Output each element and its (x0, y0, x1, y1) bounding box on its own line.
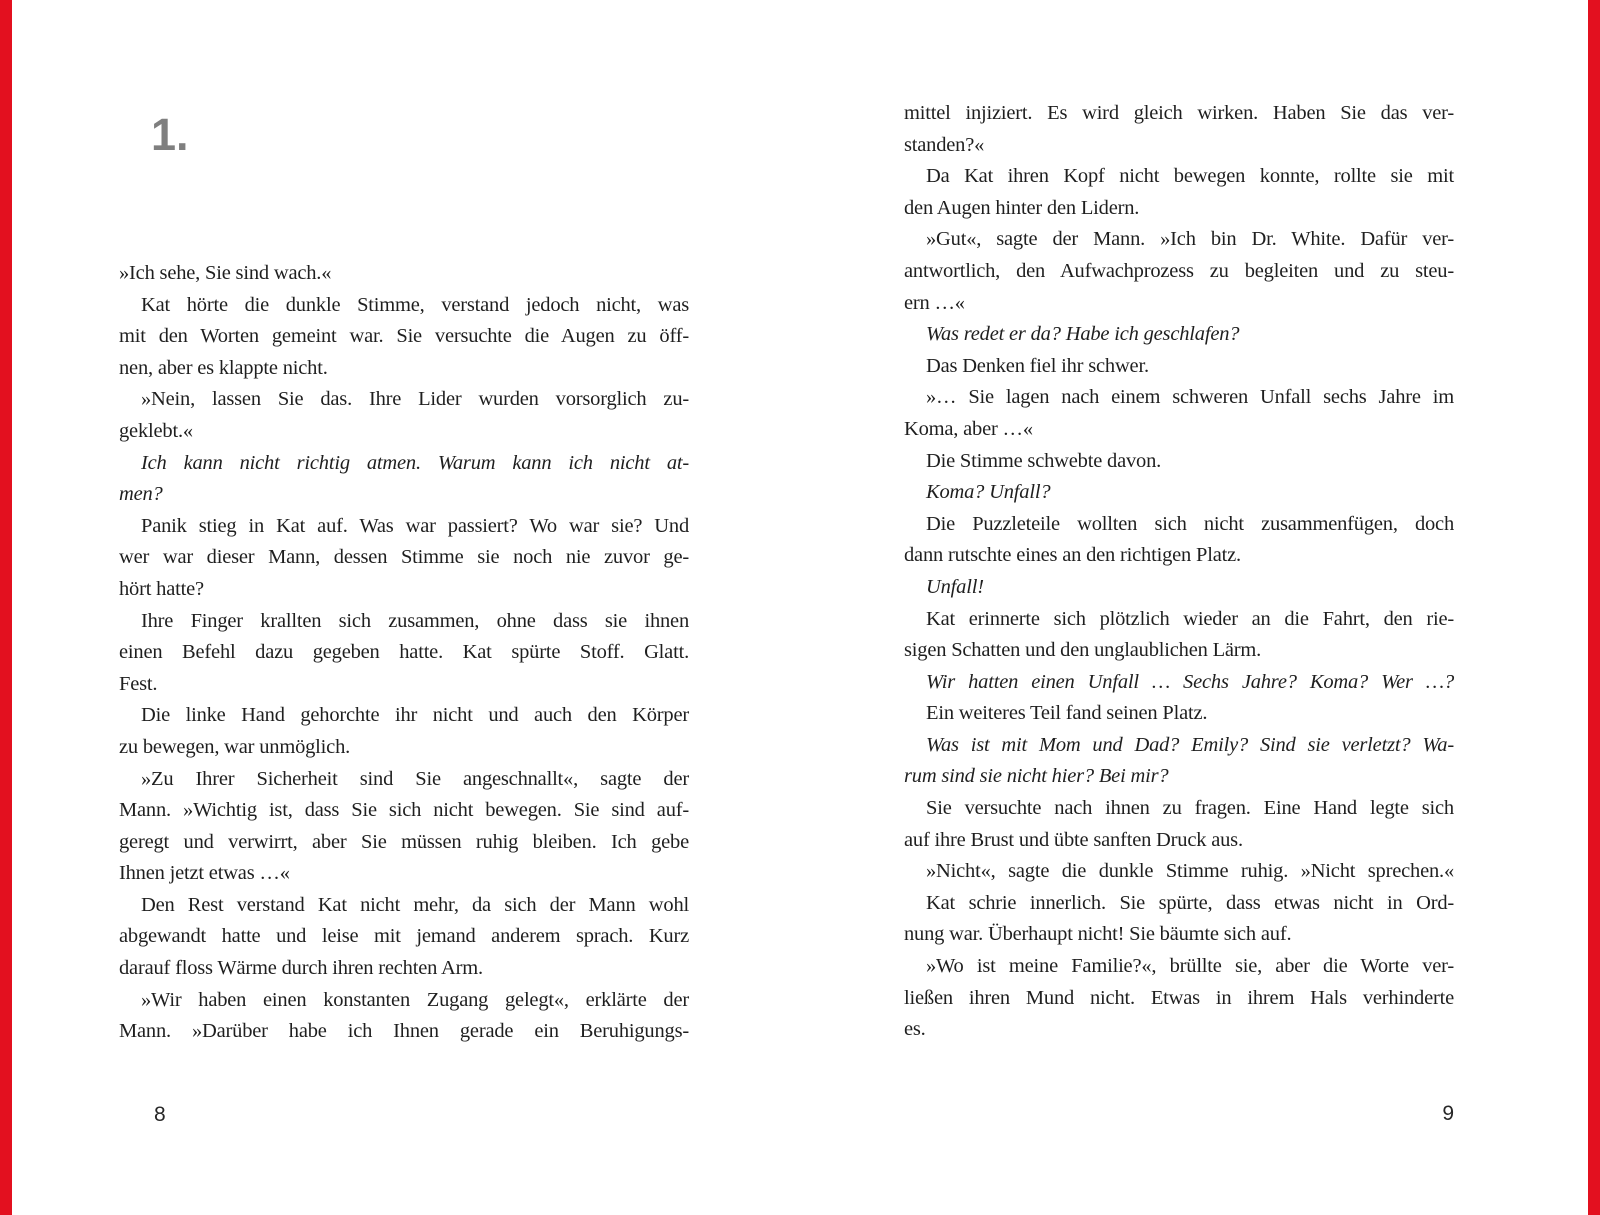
text-line: »Ich sehe, Sie sind wach.« (119, 262, 332, 284)
text-line: standen?« (904, 133, 985, 156)
text-line: sigen Schatten und den unglaublichen Lärm. (904, 639, 1262, 662)
text-line: geklebt.« (119, 419, 193, 442)
text-line: Die linke Hand gehorchte ihr nicht und auch den Körper (141, 704, 689, 727)
text-line: dann rutschte eines an den richtigen Platz. (904, 544, 1241, 567)
text-line: Die Puzzleteile wollten sich nicht zusammenfügen, doch (926, 512, 1454, 535)
text-line: »Gut«, sagte der Mann. »Ich bin Dr. White. Dafür ver- (926, 228, 1454, 251)
text-line: »Nicht«, sagte die dunkle Stimme ruhig. »Nicht sprechen.« (926, 860, 1454, 883)
text-line: Ich kann nicht richtig atmen. Warum kann ich nicht at- (141, 451, 689, 474)
text-line: Ihnen jetzt etwas …« (119, 862, 290, 885)
text-line: Was redet er da? Habe ich geschlafen? (926, 323, 1240, 346)
text-line: Panik stieg in Kat auf. Was war passiert? Wo war sie? Und (141, 514, 689, 537)
text-line: abgewandt hatte und leise mit jemand anderem sprach. Kurz (119, 925, 689, 948)
text-line: Kat hörte die dunkle Stimme, verstand jedoch nicht, was (141, 293, 689, 316)
text-line: Mann. »Wichtig ist, dass Sie sich nicht bewegen. Sie sind auf- (119, 799, 689, 822)
text-line: Unfall! (926, 575, 984, 598)
text-line: Wir hatten einen Unfall … Sechs Jahre? Koma? Wer …? (926, 670, 1454, 693)
text-line: Kat schrie innerlich. Sie spürte, dass etwas nicht in Ord- (926, 891, 1454, 914)
text-line: »Wir haben einen konstanten Zugang gelegt«, erklärte der (141, 988, 689, 1011)
red-edge-right (1588, 0, 1600, 1215)
text-line: mit den Worten gemeint war. Sie versuchte die Augen zu öff- (119, 325, 689, 348)
text-line: zu bewegen, war unmöglich. (119, 735, 351, 758)
text-line: einen Befehl dazu gegeben hatte. Kat spürte Stoff. Glatt. (119, 641, 689, 664)
text-line: men? (119, 483, 163, 506)
text-line: Den Rest verstand Kat nicht mehr, da sich der Mann wohl (141, 893, 689, 916)
text-line: den Augen hinter den Lidern. (904, 196, 1140, 219)
text-line: nen, aber es klappte nicht. (119, 356, 328, 379)
page-9-text (904, 98, 1454, 1046)
text-line: ern …« (904, 291, 965, 314)
text-line: auf ihre Brust und übte sanften Druck aus. (904, 828, 1243, 851)
text-line: Mann. »Darüber habe ich Ihnen gerade ein Beruhigungs- (119, 1020, 689, 1043)
text-line: Das Denken fiel ihr schwer. (926, 354, 1149, 377)
text-line: hört hatte? (119, 577, 204, 600)
text-line: Fest. (119, 672, 158, 695)
text-line: Kat erinnerte sich plötzlich wieder an die Fahrt, den rie- (926, 607, 1454, 630)
chapter-number: 1. (151, 109, 189, 160)
text-line: es. (904, 1018, 926, 1041)
text-line: rum sind sie nicht hier? Bei mir? (904, 765, 1169, 788)
text-line: »Zu Ihrer Sicherheit sind Sie angeschnallt«, sagte der (141, 767, 689, 790)
page-8-text (119, 258, 689, 1048)
page-number-8: 8 (154, 1103, 166, 1126)
text-line: geregt und verwirrt, aber Sie müssen ruhig bleiben. Ich gebe (119, 830, 689, 853)
text-line: Ein weiteres Teil fand seinen Platz. (926, 702, 1208, 725)
text-line: wer war dieser Mann, dessen Stimme sie noch nie zuvor ge- (119, 546, 689, 569)
text-line: Koma, aber …« (904, 417, 1033, 440)
text-line: Koma? Unfall? (926, 481, 1051, 504)
text-line: ließen ihren Mund nicht. Etwas in ihrem Hals verhinderte (904, 986, 1454, 1009)
text-line: nung war. Überhaupt nicht! Sie bäumte sich auf. (904, 923, 1292, 946)
text-line: Die Stimme schwebte davon. (926, 449, 1162, 472)
red-edge-left (0, 0, 12, 1215)
text-line: Da Kat ihren Kopf nicht bewegen konnte, rollte sie mit (926, 165, 1454, 188)
text-line: Sie versuchte nach ihnen zu fragen. Eine Hand legte sich (926, 797, 1454, 820)
text-line: mittel injiziert. Es wird gleich wirken. Haben Sie das ver- (904, 102, 1454, 124)
page-number-9: 9 (1442, 1102, 1454, 1125)
text-line: darauf floss Wärme durch ihren rechten Arm. (119, 957, 483, 980)
text-line: Ihre Finger krallten sich zusammen, ohne dass sie ihnen (141, 609, 689, 632)
text-line: antwortlich, den Aufwachprozess zu begleiten und zu steu- (904, 259, 1454, 282)
text-line: »Wo ist meine Familie?«, brüllte sie, aber die Worte ver- (926, 955, 1454, 978)
text-line: »Nein, lassen Sie das. Ihre Lider wurden vorsorglich zu- (141, 388, 689, 411)
text-line: Was ist mit Mom und Dad? Emily? Sind sie verletzt? Wa- (926, 733, 1454, 756)
text-line: »… Sie lagen nach einem schweren Unfall sechs Jahre im (926, 386, 1454, 409)
